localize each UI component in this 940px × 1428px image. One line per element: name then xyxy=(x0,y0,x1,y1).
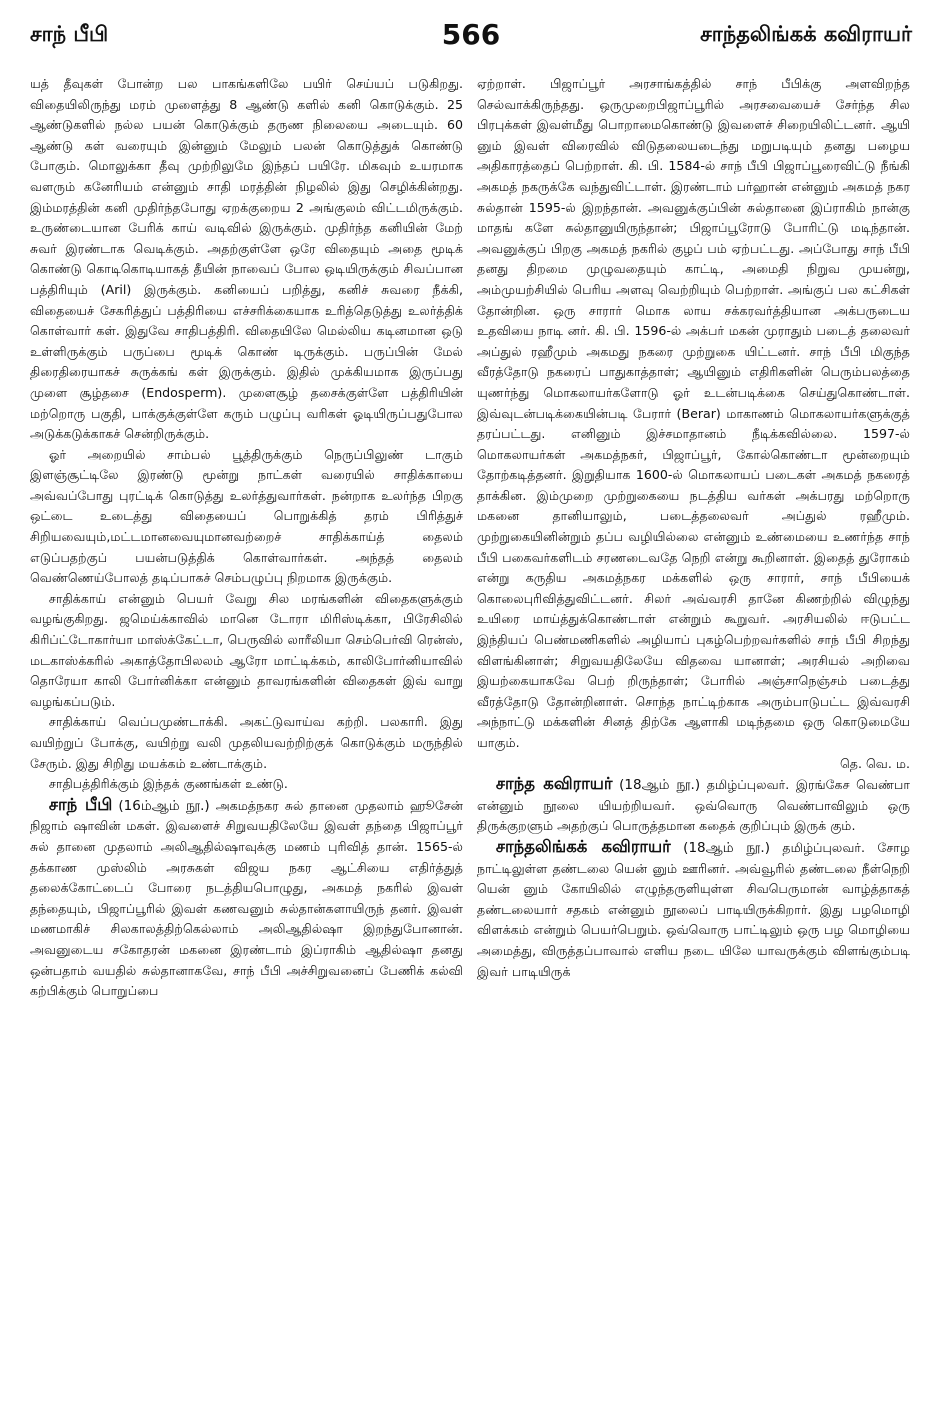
entry-title: சாந்தலிங்கக் கவிராயர் xyxy=(495,836,671,856)
entry-title: சாந்த கவிராயர் xyxy=(495,774,613,794)
paragraph: ஏற்றாள். பிஜாப்பூர் அரசாங்கத்தில் சாந் பீபிக்கு அளவிறந்த செல்வாக்கிருந்தது. ஒருமுறைபிஜாப்பூரில் அரசவையைச் சேர்ந்த சில பிரபுக்கள் இவள்மீது பொறாமைகொண்டு இவளைச் சிறையிலிட்டனர். ஆயி னும் இவள் விரைவில் விடுதலையடைந்து மறுபடியும் தனது பழைய அதிகாரத்தைப் பெற்றாள். கி. பி. 1584-ல் சாந் பீபி பிஜாப்பூரைவிட்டு நீங்கி அகமத் நகருக்கே வந்துவிட்டாள். இரண்டாம் பர்ஹான் என்னும் அகமத் நகர சுல்தான் 1595-ல் இறந்தான். அவனுக்குப்பின் சுல்தானை இப்ராகிம் நான்கு மாதங் களே சுல்தானுயிருந்தான்; பிஜாப்பூரோடு போரிட்டு மடிந்தான். அவனுக்குப் பிறகு அகமத் நகரில் குழப் பம் ஏற்பட்டது. அப்போது சாந் பீபி தனது திறமை முழுவதையும் காட்டி, அமைதி நிறுவ முயன்று, அம்முயற்சியில் பெரிய அளவு வெற்றியும் பெற்றாள். அங்குப் பல கட்சிகள் தோன்றின. ஒரு சாரார் மொக லாய சக்கரவர்த்தியான அக்பருடைய உதவியை நாடி னர். கி. பி. 1596-ல் அக்பர் மகன் முராதும் படைத் தலைவர் அப்துல் ரஹீமும் அகமது நகரை முற்றுகை யிட்டனர். சாந் பீபி மிகுந்த வீரத்தோடு நகரைப் பாதுகாத்தாள்; ஆயினும் எதிரிகளின் பெரும்பலத்தை யுணர்ந்து மொகலாயர்களோடு ஓர் உடன்படிக்கை செய்துகொண்டாள். இவ்வுடன்படிக்கையின்படி பேரார் (Berar) மாகாணம் மொகலாயர்களுக்குத் தரப்பட்டது. எனினும் இச்சமாதானம் நீடிக்கவில்லை. 1597-ல் மொகலாயர்கள் அகமத்நகர், பிஜாப்பூர், கோல்கொண்டா மூன்றையும் தோற்கடித்தனர். இறுதியாக 1600-ல் மொகலாயப் படைகள் அகமத் நகரைத் தாக்கின. இம்முறை முற்றுகையை நடத்திய வர்கள் அக்பரது மற்றொரு மகனை தானியாலும், படைத்தலைவர் அப்துல் ரஹீமும். முற்றுகையினின்றும் தப்ப வழியில்லை என்னும் உண்மையை உணர்ந்த சாந் பீபி பகைவர்களிடம் சரணடைவதே நெறி என்று கூறினாள். இதைத் துரோகம் என்று கருதிய அகமத்நகர மக்களில் ஒரு சாரார், சாந் பீபியைக் கொலைபுரிவித்துவிட்டனர். சிலர் அவ்வரசி தானே கிணற்றில் விழுந்து உயிரை மாய்த்துக்கொண்டாள் என்றும் கூறுவர். அரசியலில் ஈடுபட்ட இந்தியப் பெண்மணிகளில் அழியாப் புகழ்பெற்றவர்களில் சாந் பீபி சிறந்து விளங்கினாள்; சிறுவயதிலேயே விதவை யானாள்; அரசியல் அறிவை இயற்கையாகவே பெற் றிருந்தாள்; போரில் அஞ்சாநெஞ்சம் படைத்து வீரத்தோடு தோன்றினாள். சொந்த நாட்டிற்காக அரும்பாடுபட்ட இவ்வரசி அந்நாட்டு மக்களின் சினத் திற்கே ஆளாகி மடிந்தமை ஒரு கொடுமையே யாகும். xyxy=(477,76,910,750)
entry-text: அகமத்நகர சுல் தானை முதலாம் ஹூசேன் நிஜாம் ஷாவின் மகள். இவளைச் சிறுவயதிலேயே இவள் தந்தை பிஜாப்பூர் சுல் தானை முதலாம் அலிஆதில்ஷாவுக்கு மணம் புரிவித் தான். 1565-ல் தக்காண முஸ்லிம் அரசுகள் விஜய நகர ஆட்சியை எதிர்த்துத் தலைக்கோட்டைப் போரை நடத்தியபொழுது, அகமத் நகரில் இவள் தந்தையும், பிஜாப்பூரில் இவள் கணவனும் சுல்தான்களாயிருந் தனர். இவள் மணமாகிச் சிலகாலத்திற்கெல்லாம் அலிஆதில்ஷா இறந்துபோனான். அவனுடைய சகோதரன் மகனை இரண்டாம் இப்ராகிம் ஆதில்ஷா தனது ஒன்பதாம் வயதில் சுல்தானாகவே, சாந் பீபி அச்சிறுவனைப் பேணிக் கல்வி கற்பிக்கும் பொறுப்பை xyxy=(30,797,463,999)
entry xyxy=(30,795,463,1002)
paragraph: சாதிபத்திரிக்கும் இந்தக் குணங்கள் உண்டு. xyxy=(48,776,288,792)
author-signature: தெ. வெ. ம. xyxy=(839,755,910,771)
paragraph: சாதிக்காய் என்னும் பெயர் வேறு சில மரங்களின் விதைகளுக்கும் வழங்குகிறது. ஜமெய்க்காவில் மானெ டோரா மிரிஸ்டிக்கா, பிரேசிலில் கிரிப்ட்டோகார்யா மாஸ்க்கேட்டா, பெருவில் லாரீலியா செம்பெர்வி ரென்ஸ், மடகாஸ்க்கரில் அகாத்தோபிலலம் ஆரோ மாட்டிக்கம், காலிபோர்னியாவில் தொரேயா காலி போர்னிக்கா என்னும் தாவரங்களின் விதைகள் இவ் வாறு வழங்கப்படும். xyxy=(30,590,463,709)
paragraph: யத் தீவுகள் போன்ற பல பாகங்களிலே பயிர் செய்யப் படுகிறது. விதையிலிருந்து மரம் முளைத்து 8 ஆண்டு களில் கனி கொடுக்கும். 25 ஆண்டுகளில் நல்ல பயன் கொடுக்கும் தருண நிலையை அடையும். 60 ஆண்டு கள் வரையும் இன்னும் மேலும் பலன் கொடுத்துக் கொண்டு போகும். மொலுக்கா தீவு முற்றிலுமே இந்தப் பயிரே. மிகவும் உயரமாக வளரும் கனேரியம் என்னும் சாதி மரத்தின் நிழலில் இது செழிக்கின்றது. இம்மரத்தின் கனி முதிர்ந்தபோது ஏறக்குறைய 2 அங்குலம் விட்டமிருக்கும். உருண்டையான பேரிக் காய் வடிவில் இருக்கும். முதிர்ந்த கனியின் மேற் சுவர் இரண்டாக வெடிக்கும். அதற்குள்ளே ஒரே விதையும் அதை மூடிக் கொண்டு கொடிகொடியாகத் தீயின் நாவைப் போல ஒடியிருக்கும் சிவப்பான பத்திரியும் (Aril) இருக்கும். கனியைப் பறித்து, கனிச் சுவரை நீக்கி, விதையைச் சேகரித்துப் பத்திரியை எச்சரிக்கையாக உரித்தெடுத்து உலர்த்திக் கொள்வார் கள். இதுவே சாதிபத்திரி. விதையிலே மெல்லிய கடினமான ஒடு உள்ளிருக்கும் பருப்பை மூடிக் கொண் டிருக்கும். பருப்பின் மேல் திரைதிரையாகச் சுருக்கங் கள் இருக்கும். இதில் முக்கியமாக இருப்பது முளை சூழ்தசை (Endosperm). முளைசூழ் தசைக்குள்ளே பத்திரியின் மற்றொரு பகுதி, பாக்குக்குள்ளே கரும் பழுப்பு வரிகள் ஓடியிருப்பதுபோல அடுக்கடுக்காகச் சென்றிருக்கும். xyxy=(30,76,463,442)
page-header xyxy=(30,18,912,58)
entry xyxy=(477,774,910,837)
entry-text: தமிழ்ப்புலவர். சோழ நாட்டிலுள்ள தண்டலை யென் னும் ஊரினர். அவ்வூரில் தண்டலை நீள்நெறி யென் னும் கோயிலில் எழுந்தருளியுள்ள சிவபெருமான் வாழ்த்தாகத் தண்டலையார் சதகம் என்னும் நூலைப் பாடியிருக்கிறார். இது பழமொழி விளக்கம் என்றும் பெயர்பெறும். ஒவ்வொரு பாட்டிலும் ஒரு பழ மொழியை அமைத்து, விருத்தப்பாவால் எளிய நடை யிலே யாவருக்கும் விளங்கும்படி இவர் பாடியிருக் xyxy=(477,839,910,979)
entry-title: சாந் பீபி xyxy=(48,794,113,814)
page-number: 566 xyxy=(441,18,501,51)
paragraph: ஓர் அறையில் சாம்பல் பூத்திருக்கும் நெருப்பிலுண் டாகும் இளஞ்சூட்டிலே இரண்டு மூன்று நாட்கள் வரையில் சாதிக்காயை அவ்வப்போது புரட்டிக் கொடுத்து உலர்த்துவார்கள். நன்றாக உலர்ந்த பிறகு ஒட்டை உடைத்து விதையைப் பொறுக்கித் தரம் பிரித்துச் சிறியவையும்,மட்டமானவையுமானவற்றைச் சாதிக்காய்த் தைலம் எடுப்பதற்குப் பயன்படுத்திக் கொள்வார்கள். அந்தத் தைலம் வெண்ணெய்போலத் தடிப்பாகச் செம்பழுப்பு நிறமாக இருக்கும். xyxy=(30,446,463,586)
paragraph: சாதிக்காய் வெப்பமுண்டாக்கி. அகட்டுவாய்வ கற்றி. பலகாரி. இது வயிற்றுப் போக்கு, வயிற்று வலி முதலியவற்றிற்குக் கொடுக்கும் மருந்தில் சேரும். இது சிறிது மயக்கம் உண்டாக்கும். xyxy=(30,714,463,771)
running-head-right: சாந்தலிங்கக் கவிராயர் xyxy=(700,22,912,46)
running-head-left: சாந் பீபி xyxy=(30,22,109,46)
entry-period: (18ஆம் நூ.) xyxy=(619,777,701,794)
left-column xyxy=(30,74,463,1414)
entry xyxy=(477,837,910,982)
entry-period: (18ஆம் நூ.) xyxy=(683,839,770,856)
entry-text: தமிழ்ப்புலவர். இரங்கேச வெண்பா என்னும் நூலை யியற்றியவர். ஒவ்வொரு வெண்பாவிலும் ஒரு திருக்குறளும் அதற்குப் பொருத்தமான கதைக் குறிப்பும் இருக் கும். xyxy=(477,777,910,834)
right-column xyxy=(477,74,910,1414)
entry-period: (16ம்ஆம் நூ.) xyxy=(118,797,210,814)
